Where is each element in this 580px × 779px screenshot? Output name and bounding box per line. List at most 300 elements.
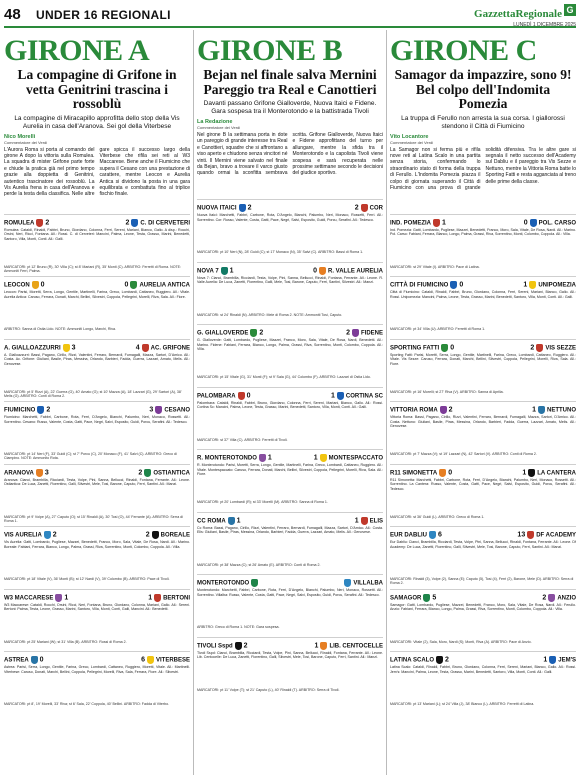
home-crest-icon: [440, 406, 447, 414]
home-score: 6: [438, 531, 442, 539]
away-team-name: OSTIANTICA: [153, 470, 190, 477]
away-team: [522, 469, 576, 477]
away-score: 2: [542, 594, 547, 602]
home-team: [390, 656, 449, 664]
away-team-name: DF ACADEMY: [536, 532, 576, 539]
match-notes: MARCATORI: pt 20' Lombardi (R); st 33' Morelli (M). ARBITRO: Sanna di Roma 1.: [197, 500, 328, 504]
away-team-name: CESANO: [164, 407, 190, 414]
away-crest-icon: [344, 579, 351, 587]
match-lineups: Samagor: Gatti, Lombardo, Pugliese, Mazzei, Benedetti, Franco, Moro, Sala, Vitale, De Rosa, Nardi. All.: Ferullo. Anzio: Fabiani, Ferrara, Bianco, Longo, Palma, Grassi, Riva, Sorrentino, Monti, Colombo, Coppola. All.: Villa.: [390, 602, 576, 612]
home-crest-icon: [55, 594, 62, 602]
home-crest-icon: [37, 406, 44, 414]
article-headline: Bejan nel finale salva Mernini Pareggio tra Real e Canottieri: [203, 67, 377, 97]
match-lineups: Palombara: Cataldi, Rinaldi, Fabbri, Bruno, Giordano, Colonna, Ferri, Sereni, Mariani, Bianco, Gallo. All.: Rossi. Cortina Sc: Mancini, Palma, Leone, Testa, Grasso, Marini, Benedetti, Santoro, Villa, Monti, Conti. All.: Galli.: [197, 400, 383, 410]
match-report: [390, 276, 576, 339]
article-body: La Samagor non si ferma più e rifila nove reti al Latina Scalo in una partita senza storia, confermando lo straordinario stato di forma della truppa di Ferullo. L'Indomita Pomezia piazza il colpo di giornata superando il Città di Fiumicino con una prova di grande solidità difensiva. Tra le altre gare si segnala il netto successo dell'Academy sul Dabliu e il pareggio tra Vis Sezze e Nettuno, mentre la Vittoria Roma batte lo Sporting Fatti e resta agganciata al treno delle prime della classe.: [390, 146, 576, 191]
away-team: [331, 392, 383, 400]
home-crest-icon: [36, 469, 43, 477]
home-crest-icon: [221, 267, 228, 275]
match-report: [390, 339, 576, 402]
match-list: [197, 199, 383, 699]
home-score: 2: [247, 204, 252, 212]
match-score-row: [4, 592, 190, 603]
home-team: [390, 406, 453, 414]
away-team-name: BERTONI: [163, 595, 190, 602]
match-score-row: [4, 342, 190, 353]
away-team-name: COR: [369, 205, 383, 212]
away-score: 2: [145, 531, 150, 539]
match-score-row: [390, 592, 576, 603]
article-body: L'Aurora Roma si porta al comando del girone A dopo la vittoria sulla Romulea. La squadra di mister Grifone parte forte e chiude la pratica già nel primo tempo grazie alla doppietta di Genitrini, autentico trascinatore dei rossoblù. La Vis Aurelia frena in casa dell'Aranova e perde la testa della classifica. Nelle altre gare spicca il successo largo della Viterbese che rifila sei reti al W3 Maccarese. Bene anche il Fiumicino che supera il Cesano con una prestazione di carattere, mentre Leocon e Aurelia Antica si dividono la posta in una gara equilibrata e combattuta fino al triplice fischio finale.: [4, 146, 190, 198]
home-crest-icon: [228, 517, 235, 525]
match-score-row: [197, 390, 383, 401]
home-crest-icon: [44, 531, 51, 539]
article-body: Nel girone B la settimana porta in dote un pareggio di grande interesse tra Real e Canottieri, squadre che si affrontano a viso aperto e chiudono senza vincitori né vinti. Il Mernini viene salvato nel finale da Bejan, bravo a trovare il varco giusto quando ormai la sconfitta sembrava scritta. Grifone Gialloverde, Nuova Itaici e Fidene approfittano del turno per allungare, mentre la sfida tra il Monterotondo e la capolista Tivoli viene sospesa e sarà recuperata nelle prossime settimane secondo le decisioni del giudice sportivo.: [197, 132, 383, 177]
article-author-role: Commentatore dei Verdi: [197, 125, 241, 130]
away-team: [342, 579, 383, 587]
match-notes: MARCATORI: pt 38' Mazza (C); st 26' Amato (E). ARBITRO: Conti di Roma 2.: [197, 562, 321, 567]
away-team-name: CORTINA SC: [345, 393, 383, 400]
home-team: [4, 344, 76, 352]
away-team: [542, 594, 576, 602]
home-team: [4, 594, 68, 602]
home-team-name: VITTORIA ROMA: [390, 407, 438, 414]
match-score-row: [4, 217, 190, 228]
match-lineups: Eur Dabliu: Cianci, Brambilla, Ricciardi, Testa, Volpe, Pini, Sanna, Bellucci, Rinaldi, Fontana, Ferrante. All.: Leone. Df Academy: De Luca, Zanetti, Fiorentino, Galli, Silvestri, Mele, Tosi, Barone, Caputo, Ferri, Santini. All.: Manzi.: [390, 540, 576, 549]
home-score: 2: [445, 656, 449, 664]
match-report: [197, 449, 383, 512]
home-score: 0: [39, 656, 44, 664]
match-lineups: A. Gialloazzurri: Bassi, Pagano, Cirillo, Rizzi, Valentini, Ferraro, Bernardi, Fumagalli, Mazza, Sartori, D'Amico. All.: Costa. Ac. Grifone: Giuliani, Basile, Piras, Messina, Orlando, Barbieri, Fadda, Guerra, Lazzari, Amato, Melis. All.: Genovese.: [4, 352, 190, 366]
home-team: [197, 454, 272, 462]
column-divider: [193, 30, 194, 775]
away-team: [524, 219, 576, 227]
match-notes: MARCATORI: pt 34' Villa (U). ARBITRO: Ferretti di Roma 1.: [390, 327, 486, 331]
match-lineups: R. Monterotondo: Parisi, Moretti, Serra, Longo, Gentile, Martinelli, Farina, Greco, Lombardi, Cattaneo, Ruggiero. All.: Vitale. Montespaccato: Caruso, Ferrara, Donati, Marchi, Bellini, Silvestri, Coppola, Pellegrini, Morelli, Riva, Sala. All.: Fiore.: [197, 463, 383, 477]
match-report: [197, 262, 383, 325]
page-header: [4, 4, 576, 28]
match-score-row: [4, 654, 190, 665]
match-notes: MARCATORI: pt 12' Bruno (R), 30' Villa (C); st 8' Mariani (R), 35' Monti (C). ARBITRO: Ferretti di Roma. NOTE: Ammoniti Ferri, Palma.: [4, 264, 182, 273]
home-score: 2: [45, 219, 50, 227]
home-crest-icon: [259, 454, 266, 462]
away-team: [314, 454, 383, 462]
match-score-row: [4, 404, 190, 415]
match-score-row: [390, 279, 576, 290]
away-crest-icon: [536, 344, 543, 352]
home-score: 2: [259, 329, 264, 337]
away-crest-icon: [144, 469, 151, 477]
home-team: [197, 204, 251, 212]
away-crest-icon: [361, 517, 368, 525]
match-score-row: [197, 327, 383, 338]
away-crest-icon: [131, 219, 138, 227]
away-team-name: LIB. CENTOCELLE: [329, 643, 383, 650]
home-team: [197, 329, 263, 337]
article-subtitle: Davanti passano Grifone Gialloverde, Nuova Itaici e Fidene. Gara sospesa tra il Monterotondo e la battistrada Tivoli: [203, 100, 377, 115]
home-crest-icon: [239, 204, 246, 212]
match-report: [197, 199, 383, 262]
away-team-name: NETTUNO: [547, 407, 576, 414]
match-score-row: [4, 279, 190, 290]
away-score: 1: [354, 517, 359, 525]
match-report: [197, 637, 383, 700]
home-team: [197, 517, 241, 525]
home-crest-icon: [441, 344, 448, 352]
match-score-row: [197, 577, 383, 588]
match-lineups: Fiumicino: Marchetti, Fabbri, Carbone, Rota, Ferri, D'Angelo, Bianchi, Palumbo, Neri, Monaco, Rossetti. All.: Sorrentino. Cesano: Russo, Valente, Costa, Gatti, Pace, Negri, Salvi, Esposito, Guidi, Porcu, Serafini. All.: Tedesco.: [4, 415, 190, 424]
match-lineups: Città di Fiumicino: Cataldi, Rinaldi, Fabbri, Bruno, Giordano, Colonna, Ferri, Sereni, Mariani, Bianco, Gallo. All.: Rossi. Unipomezia: Mancini, Palma, Leone, Testa, Grasso, Marini, Benedetti, Santoro, Villa, Monti, Conti. All.: Galli.: [390, 290, 576, 299]
away-crest-icon: [142, 344, 149, 352]
match-notes: MARCATORI: pt 9' Volpe (A), 27' Caputo (O); st 15' Rinaldi (A), 30' Tosi (O), 44' Ferrante (A). ARBITRO: Serra di Roma 1.: [4, 514, 183, 523]
home-score: 3: [71, 344, 76, 352]
match-notes: MARCATORI: Vitale (2), Sala, Moro, Nardi (S); Monti, Riva (A). ARBITRO: Pace di Anzio.: [390, 639, 532, 644]
away-team-name: MONTESPACCATO: [328, 455, 383, 462]
logo-date: LUNEDÌ 1 DICEMBRE 2025: [513, 22, 576, 28]
away-crest-icon: [154, 594, 161, 602]
away-score: 13: [517, 531, 526, 539]
away-crest-icon: [528, 469, 535, 477]
home-team-name: VIS AURELIA: [4, 532, 42, 539]
away-team: [148, 594, 190, 602]
away-team-name: AC. GRIFONE: [150, 345, 190, 352]
home-team: [390, 219, 446, 227]
match-report: [390, 214, 576, 277]
match-lineups: Latina Scalo: Cataldi, Rinaldi, Fabbri, Bruno, Giordano, Colonna, Ferri, Sereni, Mariani, Bianco, Gallo. All.: Rossi. Jem's: Mancini, Palma, Leone, Testa, Grasso, Marini, Benedetti, Santoro, Villa, Monti, Conti. All.: Galli.: [390, 665, 576, 674]
home-crest-icon: [63, 344, 70, 352]
match-notes: MARCATORI: st 24' Rinaldi (N). ARBITRO: Mele di Roma 2. NOTE: Ammoniti Tosi, Caputo.: [197, 312, 343, 317]
away-team: [355, 204, 383, 212]
article-headline: Samagor da impazzire, sono 9! Bel colpo dell'Indomita Pomezia: [394, 67, 572, 111]
home-team: [4, 219, 49, 227]
match-score-row: [197, 452, 383, 463]
match-lineups: R11 Simonetta: Marchetti, Fabbri, Carbone, Rota, Ferri, D'Angelo, Bianchi, Palumbo, Neri, Monaco, Rossetti. All.: Sorrentino. La Cantera: Russo, Valente, Costa, Gatti, Pace, Negri, Salvi, Esposito, Guidi, Porcu, Serafini. All.: Tedesco.: [390, 477, 576, 491]
away-score: 2: [125, 219, 130, 227]
home-team-name: G. GIALLOVERDE: [197, 330, 249, 337]
match-lineups: Monterotondo: Marchetti, Fabbri, Carbone, Rota, Ferri, D'Angelo, Bianchi, Palumbo, Neri, Monaco, Rossetti. All.: Sorrentino. Villalba: Russo, Valente, Costa, Gatti, Pace, Negri, Salvi, Esposito, Guidi, Porcu, Serafini. All.: Tedesco.: [197, 588, 383, 597]
match-score-row: [390, 404, 576, 415]
match-lineups: Nuova Itaici: Marchetti, Fabbri, Carbone, Rota, D'Angelo, Bianchi, Palumbo, Neri, Monaco, Rossetti, Ferri. All.: Sorrentino. Cor: Russo, Valente, Costa, Gatti, Pace, Negri, Salvi, Esposito, Guidi, Porcu, Serafini. All.: Tedesco.: [197, 213, 383, 222]
away-team: [346, 329, 383, 337]
home-team: [4, 406, 50, 414]
match-list: [390, 214, 576, 714]
match-notes: MARCATORI: pt 14' Neri (F), 33' Guidi (C); st 7' Porcu (C), 20' Monaco (F), 41' Salvi (C). ARBITRO: Greco di Ciampino. NOTE: Ammonito Rota.: [4, 452, 177, 461]
home-score: 2: [46, 406, 51, 414]
match-report: [390, 651, 576, 714]
page-number: 48: [4, 6, 21, 23]
match-report: [4, 589, 190, 652]
match-report: [390, 589, 576, 652]
away-team: [530, 344, 576, 352]
article-author-role: Commentatore dei Verdi: [4, 139, 48, 145]
match-lineups: Vis Aurelia: Gatti, Lombardo, Pugliese, Mazzei, Benedetti, Franco, Moro, Sala, Vitale, De Rosa, Nardi. All.: Marino. Boreale: Fabiani, Ferrara, Bianco, Longo, Palma, Grassi, Riva, Sorrentino, Monti, Colombo, Coppola. All.: Villa.: [4, 540, 190, 549]
away-score: 1: [522, 469, 527, 477]
match-score-row: [390, 654, 576, 665]
away-team-name: POL. CARSO: [538, 220, 576, 227]
home-score: 1: [229, 267, 234, 275]
home-team-name: SPORTING FATTI: [390, 345, 440, 352]
match-notes: MARCATORI: pt 13' Mariani (L); st 24' Villa (J), 38' Bianco (L). ARBITRO: Ferretti di Latina.: [390, 702, 535, 706]
column-divider: [386, 30, 387, 775]
match-lineups: Vittoria Roma: Bassi, Pagano, Cirillo, Rizzi, Valentini, Ferraro, Bernardi, Fumagalli, Mazza, Sartori, D'Amico. All.: Costa. Nettuno: Giuliani, Basile, Piras, Messina, Orlando, Barbieri, Fadda, Guerra, Lazzari, Amato, Melis. All.: Genovese.: [390, 415, 576, 429]
home-team-name: CITTÀ DI FIUMICINO: [390, 282, 449, 289]
away-team: [146, 531, 190, 539]
home-team-name: R. MONTEROTONDO: [197, 455, 257, 462]
article-author: Nico Morelli: [4, 133, 36, 140]
home-team-name: FIUMICINO: [4, 407, 36, 414]
match-report: [4, 464, 190, 527]
match-score-row: [197, 202, 383, 213]
away-score: 2: [346, 329, 350, 337]
home-team-name: ASTREA: [4, 657, 29, 664]
logo-name: GazzettaRegionale: [474, 8, 562, 20]
match-lineups: Leocon: Parisi, Moretti, Serra, Longo, Gentile, Martinelli, Farina, Greco, Lombardi, Cattaneo, Ruggiero. All.: Vitale. Aurelia Antica: Caruso, Ferrara, Donati, Marchi, Bellini, Silvestri, Coppola, Pellegrini, Morelli, Riva, Sala. All.: Fiore.: [4, 290, 190, 299]
home-score: 3: [44, 469, 49, 477]
home-crest-icon: [439, 469, 446, 477]
column-girone-a: [4, 30, 190, 775]
match-score-row: [4, 529, 190, 540]
home-team-name: TIVOLI Sspd: [197, 643, 233, 650]
away-team: [517, 531, 576, 539]
away-score: 1: [523, 281, 528, 289]
match-notes: MARCATORI: st 36' Guidi (L). ARBITRO: Greco di Roma 1.: [390, 514, 485, 519]
away-team: [523, 281, 576, 289]
away-crest-icon: [527, 531, 534, 539]
away-team-name: ANZIO: [557, 595, 576, 602]
section-title: UNDER 16 REGIONALI: [36, 8, 171, 22]
away-crest-icon: [147, 656, 154, 664]
match-report: [197, 387, 383, 450]
home-crest-icon: [433, 219, 440, 227]
home-team-name: IND. POMEZIA: [390, 220, 432, 227]
match-report: [390, 526, 576, 589]
article-author-role: Commentatore dei Verdi: [390, 139, 434, 145]
match-report: [4, 276, 190, 339]
away-crest-icon: [529, 281, 536, 289]
home-team: [4, 469, 49, 477]
columns: [4, 30, 576, 775]
away-crest-icon: [319, 267, 326, 275]
home-score: 0: [246, 392, 251, 400]
away-team: [125, 281, 190, 289]
away-crest-icon: [361, 204, 368, 212]
away-team: [355, 517, 383, 525]
away-team-name: LA CANTERA: [537, 470, 576, 477]
article-author: La Redazione: [197, 119, 233, 125]
away-team-name: JEM'S: [558, 657, 576, 664]
away-crest-icon: [538, 406, 545, 414]
home-team-name: ARANOVA: [4, 470, 34, 477]
away-crest-icon: [337, 392, 344, 400]
match-lineups: Ind. Pomezia: Gatti, Lombardo, Pugliese, Mazzei, Benedetti, Franco, Moro, Sala, Vitale, De Rosa, Nardi. All.: Marino. Pol. Carso: Fabiani, Ferrara, Bianco, Longo, Palma, Grassi, Riva, Sorrentino, Monti, Colombo, Coppola. All.: Villa.: [390, 227, 576, 237]
home-team: [390, 469, 452, 477]
match-score-row: [390, 217, 576, 228]
away-team-name: C. DI CERVETERI: [140, 220, 190, 227]
home-team: [197, 579, 260, 587]
match-score-row: [390, 342, 576, 353]
home-score: 1: [442, 219, 446, 227]
away-team-name: R. VALLE AURELIA: [328, 268, 383, 275]
home-team: [4, 281, 45, 289]
away-score: 1: [148, 594, 153, 602]
away-crest-icon: [549, 656, 556, 664]
home-crest-icon: [31, 656, 38, 664]
home-crest-icon: [250, 329, 257, 337]
away-team-name: AURELIA ANTICA: [139, 282, 190, 289]
article-subtitle: La truppa di Ferullo non arresta la sua corsa. I giallorossi stendono il Città di Fiumicino: [401, 114, 565, 130]
away-crest-icon: [130, 281, 137, 289]
home-team-name: NUOVA ITAICI: [197, 205, 237, 212]
match-notes: MARCATORI: pt 8', 19' Morelli, 33' Riva; st 6' Sala, 22' Coppola, 40' Bellini. ARBITRO: Fadda di Viterbo.: [4, 702, 170, 706]
home-team-name: W3 MACCARESE: [4, 595, 54, 602]
match-report: [4, 214, 190, 277]
match-notes: ARBITRO: Sanna di Ostia Lido. NOTE: Ammoniti Longo, Marchi, Riva.: [4, 327, 117, 331]
match-lineups: W3 Maccarese: Cataldi, Rocchi, Orsini, Ricci, Neri, Fontana, Bruno, Giordano, Colonna, Mariani, Gallo. All.: Sereni. Bertoni: Palma, Testa, Leone, Grasso, Marini, Santoro, Villa, Monti, Conti, Galli, Mancini. All.: Benedetti.: [4, 602, 190, 612]
home-team-name: R11 SIMONETTA: [390, 470, 438, 477]
away-team: [313, 267, 383, 275]
match-lineups: Astrea: Parisi, Serra, Longo, Gentile, Farina, Greco, Lombardi, Cattaneo, Ruggiero, Moretti, Vitale. All.: Martinelli. Viterbese: Caruso, Donati, Marchi, Bellini, Coppola, Pellegrini, Morelli, Riva, Sala, Ferrara, Fiore. All.: Silvestri.: [4, 665, 190, 674]
match-report: [390, 464, 576, 527]
away-score: 0: [313, 267, 317, 275]
away-team: [315, 642, 383, 650]
away-crest-icon: [352, 329, 359, 337]
away-team: [136, 344, 190, 352]
away-crest-icon: [320, 454, 327, 462]
match-report: [4, 339, 190, 402]
home-team: [390, 594, 436, 602]
match-lineups: Sporting Fatti: Parisi, Moretti, Serra, Longo, Gentile, Martinelli, Farina, Greco, Lombardi, Cattaneo, Ruggiero. All.: Vitale. Vis Sezze: Caruso, Ferrara, Donati, Marchi, Bellini, Silvestri, Coppola, Pellegrini, Morelli, Riva, Sala. All.: Fiore.: [390, 352, 576, 366]
home-team: [4, 531, 57, 539]
home-score: 1: [236, 517, 241, 525]
away-team: [149, 406, 190, 414]
match-notes: MARCATORI: pt 16' Morelli; st 27' Riva (V). ARBITRO: Sanna di Aprilia.: [390, 389, 504, 394]
match-score-row: [197, 265, 383, 276]
newspaper-logo: [466, 4, 576, 28]
home-team: [197, 267, 234, 275]
home-crest-icon: [238, 392, 245, 400]
home-score: 2: [52, 531, 57, 539]
match-lineups: Nova 7: Cianci, Brambilla, Ricciardi, Testa, Volpe, Pini, Sanna, Bellucci, Rinaldi, Fontana, Ferrante. All.: Leone. R. Valle Aurelia: De Luca, Zanetti, Fiorentino, Galli, Mele, Tosi, Barone, Caputo, Ferri, Santini, Silvestri. All.: Manzi.: [197, 275, 383, 285]
home-score: 0: [459, 281, 464, 289]
match-lineups: Cc Roma: Bassi, Pagano, Cirillo, Rizzi, Valentini, Ferraro, Bernardi, Fumagalli, Mazza, Sartori, D'Amico. All.: Costa. Elis: Giuliani, Basile, Piras, Messina, Orlando, Barbieri, Fadda, Guerra, Lazzari, Amato, Melis. All.: Genovese.: [197, 525, 383, 535]
home-score: 1: [64, 594, 69, 602]
girone-title: GIRONE B: [197, 34, 343, 67]
home-team: [390, 531, 442, 539]
home-team-name: MONTEROTONDO: [197, 580, 250, 587]
away-crest-icon: [155, 406, 162, 414]
match-lineups: Tivoli Sspd: Cianci, Brambilla, Ricciardi, Testa, Volpe, Pini, Sanna, Bellucci, Rinaldi, Fontana, Ferrante. All.: Leone. Lib. Centocelle: De Luca, Zanetti, Fiorentino, Galli, Silvestri, Mele, Tosi, Barone, Caputo, Ferri, Santini. All.: Manzi.: [197, 650, 383, 660]
home-team-name: ROMULEA: [4, 220, 35, 227]
match-score-row: [390, 529, 576, 540]
away-team-name: UNIPOMEZIA: [538, 282, 576, 289]
home-crest-icon: [36, 219, 43, 227]
article-headline: La compagine di Grifone in vetta Genitrini trascina i rossoblù: [17, 67, 177, 111]
away-score: 0: [523, 219, 528, 227]
home-crest-icon: [436, 656, 443, 664]
away-score: 0: [124, 281, 129, 289]
match-notes: MARCATORI: pt 11' Volpe (T); st 21' Caputo (L), 40' Rinaldi (T). ARBITRO: Serra di Tivoli.: [197, 687, 340, 692]
away-crest-icon: [152, 531, 159, 539]
home-team: [4, 656, 44, 664]
away-score: 1: [313, 454, 318, 462]
away-team: [126, 219, 190, 227]
away-score: 3: [149, 406, 154, 414]
match-report: [197, 324, 383, 387]
home-team-name: SAMAGOR: [390, 595, 422, 602]
home-score: 0: [448, 469, 453, 477]
away-crest-icon: [548, 594, 555, 602]
home-score: 2: [243, 642, 248, 650]
away-score: 6: [141, 656, 145, 664]
home-score: 2: [448, 406, 453, 414]
away-score: 1: [532, 406, 536, 414]
match-report: [4, 526, 190, 589]
article-author: Vito Locantore: [390, 133, 429, 140]
home-crest-icon: [423, 594, 430, 602]
match-report: [4, 651, 190, 714]
match-score-row: [197, 640, 383, 651]
home-team-name: A. GIALLOAZZURRI: [4, 345, 61, 352]
away-team: [138, 469, 190, 477]
away-team: [543, 656, 576, 664]
match-report: [197, 512, 383, 575]
home-crest-icon: [429, 531, 436, 539]
home-team: [390, 344, 454, 352]
column-girone-c: [390, 30, 576, 775]
home-score: 0: [450, 344, 455, 352]
away-team-name: FIDENE: [360, 330, 383, 337]
away-crest-icon: [530, 219, 537, 227]
logo-mark-icon: G: [564, 4, 576, 16]
away-team-name: ELIS: [369, 518, 383, 525]
home-score: 1: [267, 454, 272, 462]
away-team-name: VITERBESE: [155, 657, 190, 664]
away-score: 1: [543, 656, 548, 664]
match-notes: ARBITRO: Greco di Roma 1. NOTE: Gara sospesa.: [197, 625, 280, 629]
away-team: [532, 406, 576, 414]
home-crest-icon: [235, 642, 242, 650]
away-score: 1: [314, 642, 319, 650]
match-lineups: Romulea: Cataldi, Rinaldi, Fabbri, Bruno, Giordano, Colonna, Ferri, Sereni, Mariani, Bianco, Gallo. A disp.: Rocchi, Orsini, Neri, Ricci, Fontana. All.: Rossi. C. di Cerveteri: Mancini, Palma, Leone, Testa, Grasso, Marini, Benedetti, Santoro, Villa, Monti, Conti. All.: Galli.: [4, 227, 190, 241]
match-lineups: Aranova: Cianci, Brambilla, Ricciardi, Testa, Volpe, Pini, Sanna, Bellucci, Rinaldi, Fontana, Ferrante. All.: Leone. Ostiantica: De Luca, Zanetti, Fiorentino, Galli, Silvestri, Mele, Tosi, Barone, Caputo, Ferri, Santini. All.: Manzi.: [4, 477, 190, 487]
match-notes: MARCATORI: pt 18' Vitale (V), 36' Monti (B); st 12' Nardi (V), 39' Colombo (B). ARBITRO: Pace di Tivoli.: [4, 577, 170, 581]
home-team-name: LATINA SCALO: [390, 657, 434, 664]
home-crest-icon: [32, 281, 39, 289]
match-notes: MARCATORI: pt 5' Rizzi (A), 22' Guerra (G), 40' Amato (G); st 10' Mazza (A), 18' Lazzari (G), 29' Sartori (A), 38' Melis (G). ARBITRO: Conti di Roma 2.: [4, 389, 182, 398]
home-team-name: EUR DABLIU: [390, 532, 427, 539]
match-notes: MARCATORI: st 37' Villa (C). ARBITRO: Ferretti di Tivoli.: [197, 437, 288, 442]
home-crest-icon: [450, 281, 457, 289]
home-team: [197, 642, 248, 650]
article-subtitle: La compagine di Miracapillo approfitta dello stop della Vis Aurelia in casa dell'Aranova. Sei gol della Viterbese: [14, 114, 180, 130]
match-lineups: G. Gialloverde: Gatti, Lombardo, Pugliese, Mazzei, Franco, Moro, Sala, Vitale, De Rosa, Nardi, Benedetti. All.: Marino. Fidene: Fabiani, Ferrara, Bianco, Longo, Palma, Grassi, Riva, Sorrentino, Monti, Colombo, Coppola. All.: Villa.: [197, 338, 383, 352]
match-notes: MARCATORI: pt 7' Mazza (V); st 19' Lazzari (N), 42' Sartori (V). ARBITRO: Conti di Roma 2.: [390, 452, 537, 456]
away-score: 2: [530, 344, 535, 352]
match-notes: MARCATORI: pt 10' Neri (N), 28' Guidi (C); st 17' Monaco (N), 35' Salvi (C). ARBITRO: Bassi di Roma 1.: [197, 250, 364, 254]
home-team-name: PALOMBARA: [197, 393, 236, 400]
home-team: [390, 281, 463, 289]
away-score: 1: [330, 392, 335, 400]
match-notes: MARCATORI: pt 25' Mariani (W); st 31' Villa (B). ARBITRO: Rossi di Roma 2.: [4, 639, 127, 644]
match-notes: MARCATORI: st 29' Vitale (I). ARBITRO: Pace di Latina.: [390, 264, 480, 269]
match-score-row: [197, 515, 383, 526]
home-crest-icon: [251, 579, 258, 587]
match-notes: MARCATORI: pt 15' Vitale (G), 31' Monti (F); st 9' Sala (G), 44' Colombo (F). ARBITRO: Lazzari di Ostia Lido.: [197, 375, 371, 379]
away-score: 4: [135, 344, 140, 352]
home-team: [197, 392, 250, 400]
girone-title: GIRONE A: [4, 34, 150, 67]
match-score-row: [390, 467, 576, 478]
